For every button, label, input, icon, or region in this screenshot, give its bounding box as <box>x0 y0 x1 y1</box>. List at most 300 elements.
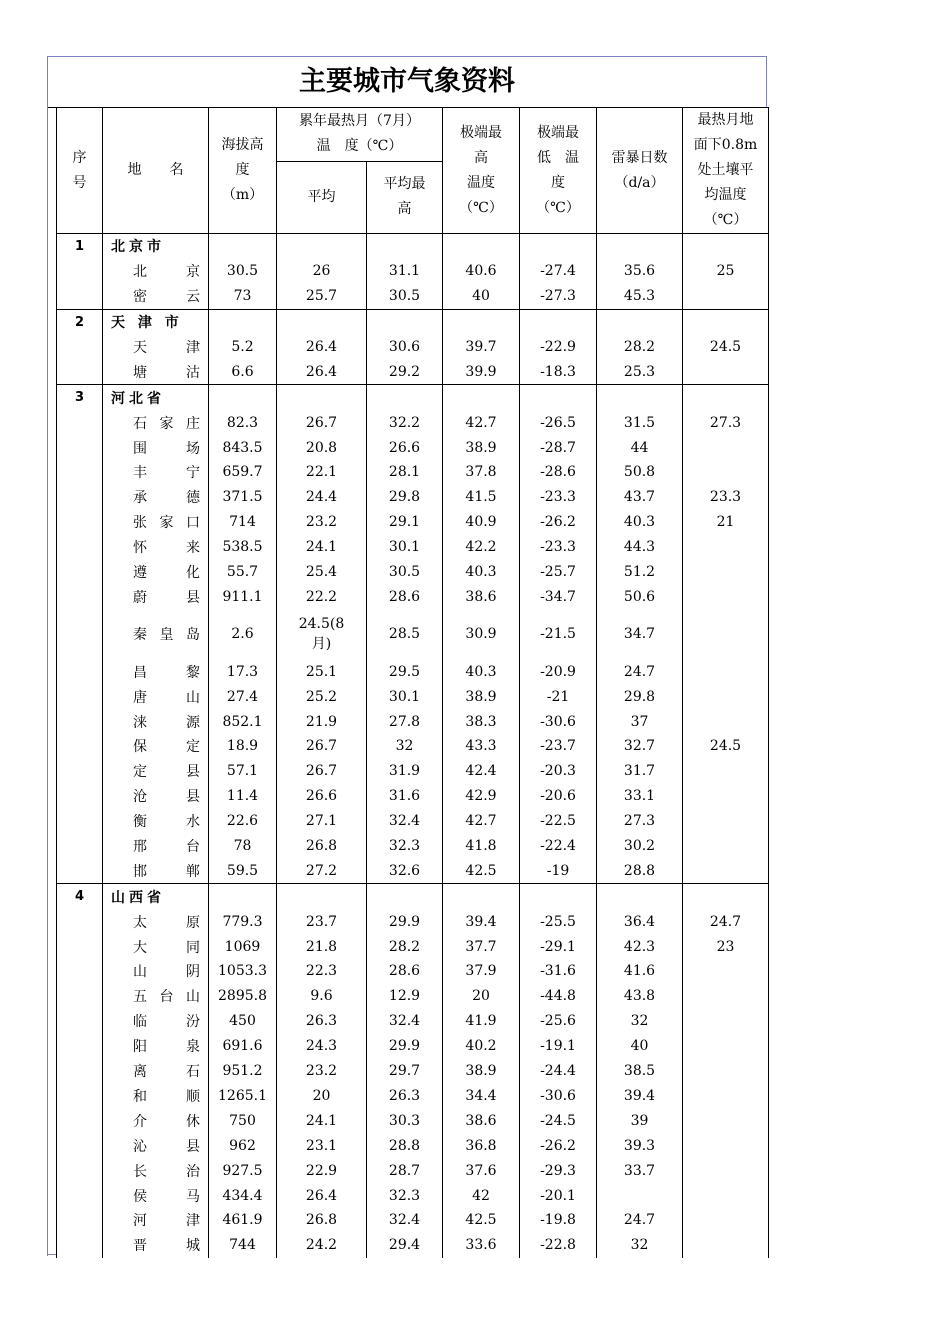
city-name: 遵化 <box>103 560 209 585</box>
altitude-cell: 5.2 <box>209 335 277 360</box>
header-hottest-month: 累年最热月（7月） 温 度（℃） <box>277 108 443 162</box>
city-name: 围场 <box>103 435 209 460</box>
extreme-max-cell: 37.7 <box>443 934 520 959</box>
table-row <box>57 834 769 859</box>
altitude-cell: 59.5 <box>209 858 277 883</box>
avg-cell: 21.9 <box>277 709 367 734</box>
extreme-min-cell: -20.1 <box>520 1183 597 1208</box>
avg-cell: 24.3 <box>277 1034 367 1059</box>
city-name: 山阴 <box>103 959 209 984</box>
altitude-cell: 2895.8 <box>209 984 277 1009</box>
avg-max-cell: 29.8 <box>367 485 443 510</box>
table-row <box>57 734 769 759</box>
table-row <box>57 784 769 809</box>
empty-cell <box>277 385 367 410</box>
empty-cell <box>683 309 769 334</box>
avg-cell: 24.1 <box>277 1108 367 1133</box>
province-name: 北京市 <box>103 234 209 259</box>
city-name: 大同 <box>103 934 209 959</box>
soil-temp-cell <box>683 759 769 784</box>
group-number: 3 <box>57 385 103 410</box>
extreme-min-cell: -26.5 <box>520 410 597 435</box>
seq-cell <box>57 1158 103 1183</box>
header-seq: 序 号 <box>57 108 103 234</box>
avg-cell: 20 <box>277 1084 367 1109</box>
seq-cell <box>57 460 103 485</box>
soil-temp-cell <box>683 535 769 560</box>
group-header-row <box>57 309 769 334</box>
avg-cell: 22.3 <box>277 959 367 984</box>
seq-cell <box>57 435 103 460</box>
avg-cell: 23.2 <box>277 1059 367 1084</box>
avg-max-cell: 32.4 <box>367 1208 443 1233</box>
table-row <box>57 259 769 284</box>
table-row <box>57 435 769 460</box>
thunder-cell: 32.7 <box>597 734 683 759</box>
extreme-max-cell: 41.8 <box>443 834 520 859</box>
seq-cell <box>57 335 103 360</box>
table-row <box>57 1108 769 1133</box>
avg-max-cell: 28.6 <box>367 959 443 984</box>
empty-cell <box>443 234 520 259</box>
city-name: 丰宁 <box>103 460 209 485</box>
soil-temp-cell: 23.3 <box>683 485 769 510</box>
avg-cell: 26.7 <box>277 410 367 435</box>
empty-cell <box>520 884 597 909</box>
thunder-cell: 32 <box>597 1233 683 1258</box>
group-header-row <box>57 884 769 909</box>
avg-cell: 26.3 <box>277 1009 367 1034</box>
header-altitude: 海拔高 度 （m） <box>209 108 277 234</box>
avg-cell: 26.8 <box>277 834 367 859</box>
table-row <box>57 584 769 609</box>
avg-cell: 22.9 <box>277 1158 367 1183</box>
city-name: 太原 <box>103 909 209 934</box>
table-row <box>57 284 769 309</box>
empty-cell <box>443 385 520 410</box>
avg-max-cell: 32.6 <box>367 858 443 883</box>
altitude-cell: 750 <box>209 1108 277 1133</box>
empty-cell <box>209 385 277 410</box>
city-name: 昌黎 <box>103 659 209 684</box>
table-row <box>57 535 769 560</box>
extreme-min-cell: -21.5 <box>520 609 597 659</box>
seq-cell <box>57 809 103 834</box>
altitude-cell: 538.5 <box>209 535 277 560</box>
altitude-cell: 55.7 <box>209 560 277 585</box>
soil-temp-cell <box>683 284 769 309</box>
altitude-cell: 1069 <box>209 934 277 959</box>
extreme-max-cell: 40.6 <box>443 259 520 284</box>
seq-cell <box>57 1009 103 1034</box>
soil-temp-cell: 24.5 <box>683 734 769 759</box>
page-title: 主要城市气象资料 <box>299 66 515 97</box>
city-name: 长治 <box>103 1158 209 1183</box>
avg-cell: 26 <box>277 259 367 284</box>
thunder-cell: 35.6 <box>597 259 683 284</box>
thunder-cell: 40 <box>597 1034 683 1059</box>
table-row <box>57 609 769 659</box>
table-row <box>57 1084 769 1109</box>
extreme-min-cell: -19 <box>520 858 597 883</box>
table-row <box>57 858 769 883</box>
city-name: 临汾 <box>103 1009 209 1034</box>
extreme-max-cell: 40.3 <box>443 560 520 585</box>
city-name: 邯郸 <box>103 858 209 883</box>
extreme-min-cell: -23.7 <box>520 734 597 759</box>
avg-max-cell: 31.6 <box>367 784 443 809</box>
extreme-max-cell: 38.6 <box>443 1108 520 1133</box>
thunder-cell: 33.7 <box>597 1158 683 1183</box>
avg-cell: 25.2 <box>277 684 367 709</box>
header-extreme-max: 极端最 高 温度 （℃） <box>443 108 520 234</box>
soil-temp-cell: 25 <box>683 259 769 284</box>
extreme-max-cell: 38.3 <box>443 709 520 734</box>
avg-cell: 25.4 <box>277 560 367 585</box>
seq-cell <box>57 909 103 934</box>
extreme-max-cell: 40.3 <box>443 659 520 684</box>
city-name: 涞源 <box>103 709 209 734</box>
extreme-min-cell: -24.5 <box>520 1108 597 1133</box>
table-row <box>57 659 769 684</box>
city-name: 侯马 <box>103 1183 209 1208</box>
table-row <box>57 1183 769 1208</box>
soil-temp-cell <box>683 984 769 1009</box>
avg-max-cell: 30.1 <box>367 684 443 709</box>
avg-cell: 26.6 <box>277 784 367 809</box>
empty-cell <box>277 884 367 909</box>
thunder-cell: 28.2 <box>597 335 683 360</box>
city-name: 唐山 <box>103 684 209 709</box>
soil-temp-cell <box>683 959 769 984</box>
thunder-cell: 25.3 <box>597 359 683 384</box>
group-number: 4 <box>57 884 103 909</box>
table-row <box>57 759 769 784</box>
soil-temp-cell <box>683 1158 769 1183</box>
altitude-cell: 30.5 <box>209 259 277 284</box>
table-row <box>57 1208 769 1233</box>
altitude-cell: 927.5 <box>209 1158 277 1183</box>
avg-cell: 27.1 <box>277 809 367 834</box>
table-row <box>57 560 769 585</box>
avg-cell: 9.6 <box>277 984 367 1009</box>
extreme-max-cell: 36.8 <box>443 1133 520 1158</box>
thunder-cell: 27.3 <box>597 809 683 834</box>
extreme-min-cell: -27.4 <box>520 259 597 284</box>
extreme-min-cell: -28.7 <box>520 435 597 460</box>
thunder-cell: 43.7 <box>597 485 683 510</box>
thunder-cell: 34.7 <box>597 609 683 659</box>
thunder-cell: 33.1 <box>597 784 683 809</box>
table-row <box>57 959 769 984</box>
extreme-max-cell: 40.9 <box>443 510 520 535</box>
city-name: 阳泉 <box>103 1034 209 1059</box>
altitude-cell: 82.3 <box>209 410 277 435</box>
soil-temp-cell <box>683 1133 769 1158</box>
table-row <box>57 460 769 485</box>
avg-max-cell: 30.3 <box>367 1108 443 1133</box>
soil-temp-cell <box>683 709 769 734</box>
table-row <box>57 1133 769 1158</box>
empty-cell <box>443 309 520 334</box>
city-name: 保定 <box>103 734 209 759</box>
soil-temp-cell <box>683 460 769 485</box>
extreme-max-cell: 37.8 <box>443 460 520 485</box>
table-row <box>57 809 769 834</box>
city-name: 晋城 <box>103 1233 209 1258</box>
avg-cell: 23.1 <box>277 1133 367 1158</box>
avg-cell: 22.2 <box>277 584 367 609</box>
empty-cell <box>683 234 769 259</box>
extreme-max-cell: 37.6 <box>443 1158 520 1183</box>
header-place: 地 名 <box>103 108 209 234</box>
altitude-cell: 78 <box>209 834 277 859</box>
extreme-min-cell: -29.3 <box>520 1158 597 1183</box>
city-name: 离石 <box>103 1059 209 1084</box>
avg-max-cell: 32.3 <box>367 1183 443 1208</box>
seq-cell <box>57 734 103 759</box>
extreme-min-cell: -22.8 <box>520 1233 597 1258</box>
empty-cell <box>597 884 683 909</box>
extreme-min-cell: -34.7 <box>520 584 597 609</box>
extreme-max-cell: 42.2 <box>443 535 520 560</box>
avg-max-cell: 29.2 <box>367 359 443 384</box>
seq-cell <box>57 1059 103 1084</box>
extreme-min-cell: -25.7 <box>520 560 597 585</box>
avg-max-cell: 31.1 <box>367 259 443 284</box>
empty-cell <box>597 385 683 410</box>
extreme-min-cell: -22.4 <box>520 834 597 859</box>
altitude-cell: 17.3 <box>209 659 277 684</box>
altitude-cell: 18.9 <box>209 734 277 759</box>
seq-cell <box>57 1233 103 1258</box>
avg-cell: 23.7 <box>277 909 367 934</box>
header-avg-max: 平均最 高 <box>367 161 443 233</box>
city-name: 河津 <box>103 1208 209 1233</box>
soil-temp-cell: 21 <box>683 510 769 535</box>
altitude-cell: 911.1 <box>209 584 277 609</box>
seq-cell <box>57 1108 103 1133</box>
avg-cell: 23.2 <box>277 510 367 535</box>
province-name: 天 津 市 <box>103 309 209 334</box>
seq-cell <box>57 284 103 309</box>
thunder-cell: 41.6 <box>597 959 683 984</box>
empty-cell <box>520 309 597 334</box>
extreme-max-cell: 42.5 <box>443 858 520 883</box>
soil-temp-cell <box>683 659 769 684</box>
extreme-min-cell: -29.1 <box>520 934 597 959</box>
extreme-min-cell: -31.6 <box>520 959 597 984</box>
seq-cell <box>57 535 103 560</box>
city-name: 天津 <box>103 335 209 360</box>
avg-max-cell: 32.2 <box>367 410 443 435</box>
city-name: 密云 <box>103 284 209 309</box>
avg-max-cell: 29.7 <box>367 1059 443 1084</box>
altitude-cell: 714 <box>209 510 277 535</box>
altitude-cell: 461.9 <box>209 1208 277 1233</box>
city-name: 定县 <box>103 759 209 784</box>
seq-cell <box>57 1034 103 1059</box>
extreme-min-cell: -22.9 <box>520 335 597 360</box>
extreme-min-cell: -23.3 <box>520 535 597 560</box>
extreme-max-cell: 30.9 <box>443 609 520 659</box>
city-name: 沧县 <box>103 784 209 809</box>
extreme-max-cell: 38.9 <box>443 684 520 709</box>
avg-max-cell: 32.4 <box>367 809 443 834</box>
empty-cell <box>443 884 520 909</box>
thunder-cell: 36.4 <box>597 909 683 934</box>
extreme-min-cell: -30.6 <box>520 1084 597 1109</box>
title-box <box>47 56 767 108</box>
city-name: 和顺 <box>103 1084 209 1109</box>
table-row <box>57 335 769 360</box>
seq-cell <box>57 510 103 535</box>
header-thunder: 雷暴日数 （d/a） <box>597 108 683 234</box>
table-row <box>57 485 769 510</box>
extreme-max-cell: 42.5 <box>443 1208 520 1233</box>
soil-temp-cell <box>683 1009 769 1034</box>
avg-max-cell: 28.6 <box>367 584 443 609</box>
extreme-max-cell: 40.2 <box>443 1034 520 1059</box>
avg-max-cell: 28.2 <box>367 934 443 959</box>
thunder-cell: 51.2 <box>597 560 683 585</box>
altitude-cell: 779.3 <box>209 909 277 934</box>
avg-max-cell: 30.1 <box>367 535 443 560</box>
table-body <box>57 234 769 1258</box>
avg-max-cell: 30.6 <box>367 335 443 360</box>
extreme-max-cell: 41.5 <box>443 485 520 510</box>
altitude-cell: 434.4 <box>209 1183 277 1208</box>
city-name: 北京 <box>103 259 209 284</box>
extreme-max-cell: 39.7 <box>443 335 520 360</box>
avg-cell: 26.8 <box>277 1208 367 1233</box>
extreme-min-cell: -19.1 <box>520 1034 597 1059</box>
weather-table <box>56 107 769 1258</box>
avg-cell: 26.4 <box>277 359 367 384</box>
seq-cell <box>57 485 103 510</box>
empty-cell <box>209 309 277 334</box>
extreme-max-cell: 39.9 <box>443 359 520 384</box>
thunder-cell: 43.8 <box>597 984 683 1009</box>
thunder-cell: 50.8 <box>597 460 683 485</box>
extreme-min-cell: -25.6 <box>520 1009 597 1034</box>
table-row <box>57 1158 769 1183</box>
seq-cell <box>57 759 103 784</box>
table-row <box>57 510 769 535</box>
soil-temp-cell <box>683 809 769 834</box>
avg-cell: 26.7 <box>277 734 367 759</box>
extreme-max-cell: 34.4 <box>443 1084 520 1109</box>
empty-cell <box>520 385 597 410</box>
avg-max-cell: 29.9 <box>367 1034 443 1059</box>
thunder-cell: 24.7 <box>597 659 683 684</box>
altitude-cell: 1265.1 <box>209 1084 277 1109</box>
avg-max-cell: 32.4 <box>367 1009 443 1034</box>
soil-temp-cell <box>683 1034 769 1059</box>
avg-max-cell: 27.8 <box>367 709 443 734</box>
avg-cell: 25.1 <box>277 659 367 684</box>
extreme-min-cell: -19.8 <box>520 1208 597 1233</box>
seq-cell <box>57 259 103 284</box>
city-name: 邢台 <box>103 834 209 859</box>
extreme-max-cell: 40 <box>443 284 520 309</box>
thunder-cell: 44.3 <box>597 535 683 560</box>
extreme-min-cell: -28.6 <box>520 460 597 485</box>
soil-temp-cell: 24.7 <box>683 909 769 934</box>
header-extreme-min: 极端最 低 温 度 （℃） <box>520 108 597 234</box>
city-name: 塘沽 <box>103 359 209 384</box>
avg-max-cell: 30.5 <box>367 284 443 309</box>
province-name: 山西省 <box>103 884 209 909</box>
seq-cell <box>57 659 103 684</box>
seq-cell <box>57 584 103 609</box>
thunder-cell: 31.5 <box>597 410 683 435</box>
seq-cell <box>57 784 103 809</box>
seq-cell <box>57 1208 103 1233</box>
thunder-cell: 38.5 <box>597 1059 683 1084</box>
altitude-cell: 11.4 <box>209 784 277 809</box>
extreme-max-cell: 42.9 <box>443 784 520 809</box>
thunder-cell: 31.7 <box>597 759 683 784</box>
seq-cell <box>57 834 103 859</box>
extreme-min-cell: -26.2 <box>520 510 597 535</box>
thunder-cell: 50.6 <box>597 584 683 609</box>
thunder-cell: 24.7 <box>597 1208 683 1233</box>
empty-cell <box>597 309 683 334</box>
seq-cell <box>57 709 103 734</box>
extreme-min-cell: -20.3 <box>520 759 597 784</box>
soil-temp-cell: 27.3 <box>683 410 769 435</box>
avg-max-cell: 29.9 <box>367 909 443 934</box>
table-row <box>57 359 769 384</box>
thunder-cell: 39.3 <box>597 1133 683 1158</box>
extreme-max-cell: 39.4 <box>443 909 520 934</box>
group-header-row <box>57 385 769 410</box>
altitude-cell: 450 <box>209 1009 277 1034</box>
empty-cell <box>520 234 597 259</box>
city-name: 介休 <box>103 1108 209 1133</box>
soil-temp-cell: 24.5 <box>683 335 769 360</box>
altitude-cell: 744 <box>209 1233 277 1258</box>
avg-max-cell: 28.1 <box>367 460 443 485</box>
soil-temp-cell <box>683 435 769 460</box>
soil-temp-cell <box>683 834 769 859</box>
city-name: 石家庄 <box>103 410 209 435</box>
avg-cell: 26.7 <box>277 759 367 784</box>
seq-cell <box>57 1084 103 1109</box>
avg-cell: 27.2 <box>277 858 367 883</box>
avg-max-cell: 30.5 <box>367 560 443 585</box>
table-row <box>57 1034 769 1059</box>
seq-cell <box>57 934 103 959</box>
soil-temp-cell <box>683 684 769 709</box>
extreme-max-cell: 42 <box>443 1183 520 1208</box>
soil-temp-cell <box>683 609 769 659</box>
thunder-cell: 32 <box>597 1009 683 1034</box>
table-row <box>57 1233 769 1258</box>
group-number: 2 <box>57 309 103 334</box>
seq-cell <box>57 359 103 384</box>
table-row <box>57 1059 769 1084</box>
avg-max-cell: 31.9 <box>367 759 443 784</box>
soil-temp-cell <box>683 560 769 585</box>
soil-temp-cell <box>683 359 769 384</box>
thunder-cell: 45.3 <box>597 284 683 309</box>
avg-cell: 26.4 <box>277 1183 367 1208</box>
table-row <box>57 984 769 1009</box>
extreme-min-cell: -20.9 <box>520 659 597 684</box>
seq-cell <box>57 1133 103 1158</box>
